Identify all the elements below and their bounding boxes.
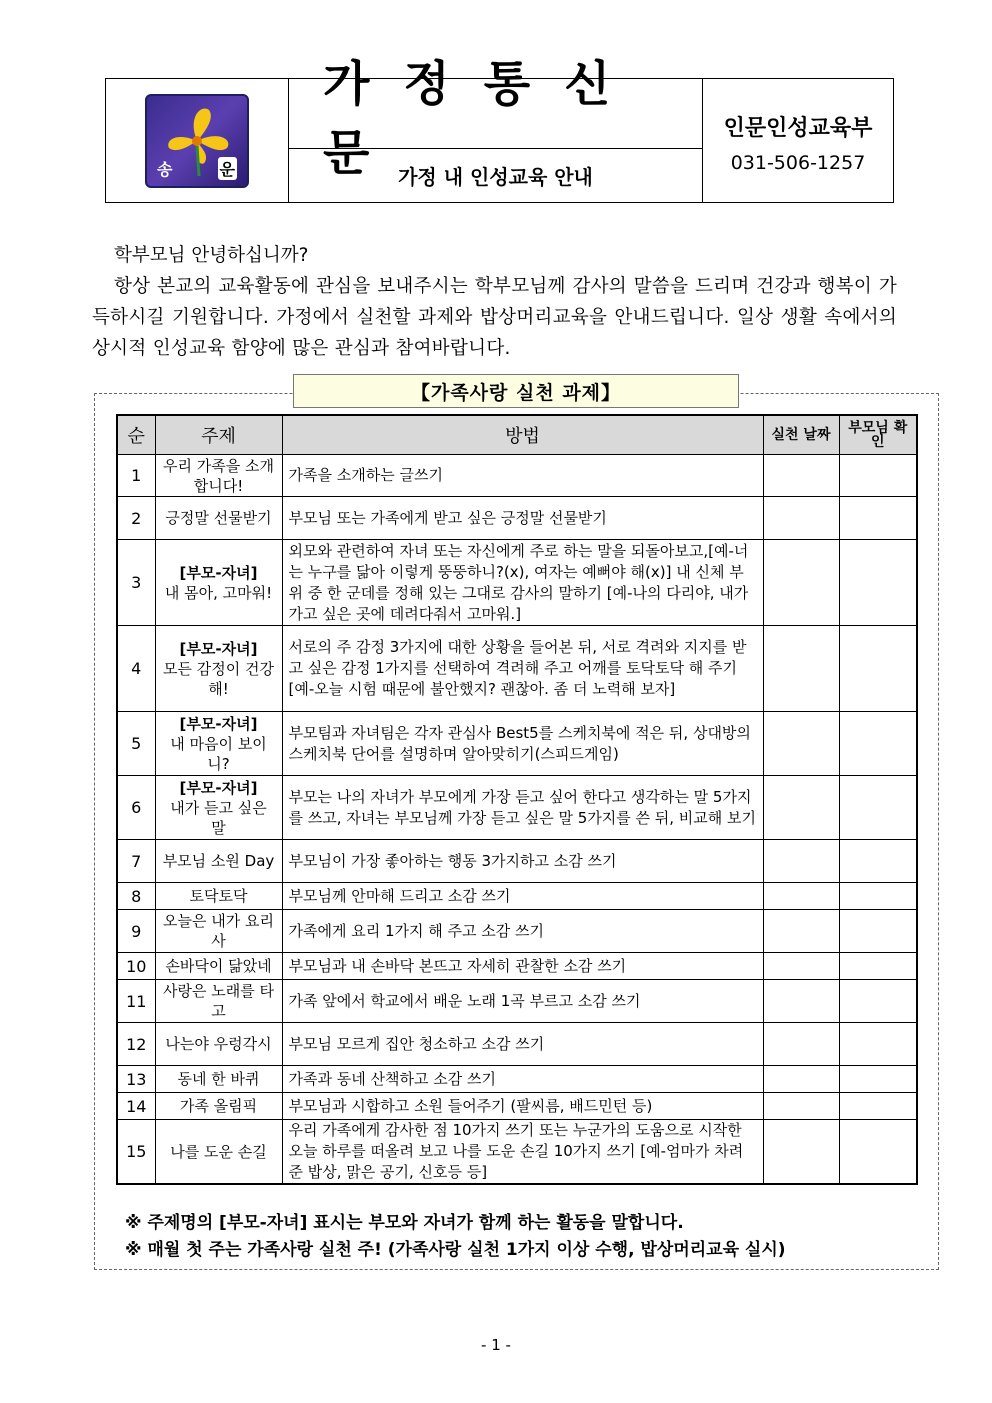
row-num: 9: [117, 910, 155, 953]
row-topic: [155, 1066, 282, 1093]
note-1: ※ 주제명의 [부모-자녀] 표시는 부모와 자녀가 함께 하는 활동을 말합니다.: [125, 1213, 684, 1233]
row-date-cell[interactable]: [763, 1066, 839, 1093]
row-topic-text: 모든 감정이 건강해!: [163, 659, 274, 698]
row-topic-text: 부모님 소원 Day: [162, 852, 275, 870]
row-topic-text: 동네 한 바퀴: [177, 1070, 260, 1088]
row-method: 부모님 모르게 집안 청소하고 소감 쓰기: [282, 1023, 763, 1066]
department-cell: [703, 79, 893, 202]
row-date-cell[interactable]: [763, 980, 839, 1023]
row-date-cell[interactable]: [763, 953, 839, 980]
row-date-cell[interactable]: [763, 712, 839, 776]
table-row: [117, 953, 917, 980]
row-date-cell[interactable]: [763, 1093, 839, 1120]
note-2: ※ 매월 첫 주는 가족사랑 실천 주! (가족사랑 실천 1가지 이상 수행, 밥상머리교육 실시): [125, 1240, 786, 1260]
table-row: [117, 910, 917, 953]
row-confirm-cell[interactable]: [839, 953, 917, 980]
row-date-cell[interactable]: [763, 883, 839, 910]
row-topic: [155, 712, 282, 776]
row-num: 10: [117, 953, 155, 980]
row-confirm-cell[interactable]: [839, 776, 917, 840]
row-topic: [155, 626, 282, 712]
row-method: 부모님이 가장 좋아하는 행동 3가지하고 소감 쓰기: [282, 840, 763, 883]
row-confirm-cell[interactable]: [839, 497, 917, 540]
row-confirm-cell[interactable]: [839, 455, 917, 497]
row-date-cell[interactable]: [763, 540, 839, 626]
header-num: 순: [117, 415, 155, 455]
row-topic: [155, 883, 282, 910]
row-topic: [155, 1093, 282, 1120]
row-method: 우리 가족에게 감사한 점 10가지 쓰기 또는 누군가의 도움으로 시작한 오늘 하루를 떠올려 보고 나를 도운 손길 10가지 쓰기 [예-엄마가 차려준 밥상, 맑은 공기, 신호등 등]: [282, 1120, 763, 1185]
row-topic: [155, 840, 282, 883]
greeting: 학부모님 안녕하십니까?: [114, 245, 309, 266]
row-num: 15: [117, 1120, 155, 1185]
row-num: 8: [117, 883, 155, 910]
row-num: 14: [117, 1093, 155, 1120]
row-method: 부모님께 안마해 드리고 소감 쓰기: [282, 883, 763, 910]
row-confirm-cell[interactable]: [839, 1120, 917, 1185]
newsletter-header: [105, 55, 894, 203]
table-row: [117, 1023, 917, 1066]
table-row: [117, 540, 917, 626]
table-row: [117, 1066, 917, 1093]
row-topic-text: 내가 듣고 싶은 말: [170, 798, 267, 837]
row-confirm-cell[interactable]: [839, 1093, 917, 1120]
row-date-cell[interactable]: [763, 497, 839, 540]
row-tag: [부모-자녀]: [179, 778, 258, 797]
row-topic-text: 내 마음이 보이니?: [170, 734, 267, 773]
row-num: 11: [117, 980, 155, 1023]
row-method: 가족 앞에서 학교에서 배운 노래 1곡 부르고 소감 쓰기: [282, 980, 763, 1023]
logo-cell: [106, 79, 289, 202]
row-topic-text: 사랑은 노래를 타고: [163, 982, 274, 1020]
section-title: 【가족사랑 실천 과제】: [293, 374, 739, 408]
row-topic: [155, 953, 282, 980]
header-date: 실천 날짜: [763, 415, 839, 455]
row-method: 가족에게 요리 1가지 해 주고 소감 쓰기: [282, 910, 763, 953]
row-method: 부모팀과 자녀팀은 각자 관심사 Best5를 스케치북에 적은 뒤, 상대방의 스케치북 단어를 설명하며 알아맞히기(스피드게임): [282, 712, 763, 776]
row-confirm-cell[interactable]: [839, 883, 917, 910]
table-row: [117, 1120, 917, 1185]
row-confirm-cell[interactable]: [839, 1023, 917, 1066]
row-num: 12: [117, 1023, 155, 1066]
row-method: 가족을 소개하는 글쓰기: [282, 455, 763, 497]
row-date-cell[interactable]: [763, 626, 839, 712]
task-table: [116, 414, 918, 1185]
table-row: [117, 840, 917, 883]
row-topic: [155, 776, 282, 840]
row-confirm-cell[interactable]: [839, 540, 917, 626]
table-row: [117, 497, 917, 540]
row-date-cell[interactable]: [763, 776, 839, 840]
logo-text-right: 운: [218, 157, 237, 180]
table-header-row: [117, 415, 917, 455]
row-num: 6: [117, 776, 155, 840]
row-tag: [부모-자녀]: [179, 639, 258, 658]
row-topic: [155, 540, 282, 626]
department-phone: 031-506-1257: [730, 152, 866, 174]
row-topic: [155, 980, 282, 1023]
table-row: [117, 712, 917, 776]
row-num: 5: [117, 712, 155, 776]
table-row: [117, 626, 917, 712]
row-method: 부모님과 시합하고 소원 들어주기 (팔씨름, 배드민턴 등): [282, 1093, 763, 1120]
row-num: 4: [117, 626, 155, 712]
department-name: 인문인성교육부: [723, 116, 873, 141]
row-confirm-cell[interactable]: [839, 910, 917, 953]
row-topic: [155, 910, 282, 953]
row-topic: [155, 455, 282, 497]
row-confirm-cell[interactable]: [839, 626, 917, 712]
row-topic-text: 가족 올림픽: [179, 1097, 258, 1115]
row-num: 2: [117, 497, 155, 540]
row-topic: [155, 497, 282, 540]
row-confirm-cell[interactable]: [839, 980, 917, 1023]
row-confirm-cell[interactable]: [839, 840, 917, 883]
row-topic-text: 손바닥이 닮았네: [165, 957, 272, 975]
row-num: 1: [117, 455, 155, 497]
school-logo: [145, 94, 249, 188]
table-row: [117, 883, 917, 910]
table-row: [117, 980, 917, 1023]
row-topic-text: 오늘은 내가 요리사: [163, 912, 274, 950]
notes: [125, 1210, 786, 1264]
row-date-cell[interactable]: [763, 1023, 839, 1066]
row-topic-text: 긍정말 선물받기: [165, 509, 272, 527]
intro-text: [92, 240, 897, 364]
title-cell: [289, 55, 703, 202]
row-confirm-cell[interactable]: [839, 1066, 917, 1093]
row-tag: [부모-자녀]: [179, 714, 258, 733]
row-method: 서로의 주 감정 3가지에 대한 상황을 들어본 뒤, 서로 격려와 지지를 받고 싶은 감정 1가지를 선택하여 격려해 주고 어깨를 토닥토닥 해 주기 [예-오늘 시험 때문에 불안했지? 괜찮아. 좀 더 노력해 보자]: [282, 626, 763, 712]
row-topic-text: 나를 도운 손길: [170, 1142, 267, 1161]
row-topic: [155, 1023, 282, 1066]
header-confirm: 부모님 확인: [839, 415, 917, 455]
page-subtitle: 가정 내 인성교육 안내: [398, 165, 593, 189]
header-topic: 주제: [155, 415, 282, 455]
task-table-body: [117, 455, 917, 1185]
row-date-cell[interactable]: [763, 910, 839, 953]
row-num: 13: [117, 1066, 155, 1093]
row-num: 7: [117, 840, 155, 883]
table-row: [117, 455, 917, 497]
header-method: 방법: [282, 415, 763, 455]
row-method: 가족과 동네 산책하고 소감 쓰기: [282, 1066, 763, 1093]
page-number: - 1 -: [481, 1336, 511, 1354]
intro-body: 항상 본교의 교육활동에 관심을 보내주시는 학부모님께 감사의 말씀을 드리며 건강과 행복이 가득하시길 기원합니다. 가정에서 실천할 과제와 밥상머리교육을 안내드립니다. 일상 생활 속에서의 상시적 인성교육 함양에 많은 관심과 참여바랍니다.: [92, 276, 897, 359]
table-row: [117, 776, 917, 840]
logo-text-left: 송: [157, 159, 173, 179]
row-method: 부모님과 내 손바닥 본뜨고 자세히 관찰한 소감 쓰기: [282, 953, 763, 980]
row-topic-text: 나는야 우렁각시: [165, 1035, 272, 1053]
row-method: 외모와 관련하여 자녀 또는 자신에게 주로 하는 말을 되돌아보고,[예-너는 누구를 닮아 이렇게 뚱뚱하니?(x), 여자는 예뻐야 해(x)] 내 신체 부위 중 한 군데를 정해 있는 그대로 감사의 말하기 [예-나의 다리야, 내가 가고 싶은 곳에 데려다줘서 고마워.]: [282, 540, 763, 626]
row-tag: [부모-자녀]: [179, 563, 258, 582]
row-topic-text: 내 몸아, 고마워!: [164, 583, 273, 602]
row-num: 3: [117, 540, 155, 626]
row-topic-text: 토닥토닥: [189, 887, 248, 905]
row-date-cell[interactable]: [763, 455, 839, 497]
row-date-cell[interactable]: [763, 840, 839, 883]
row-confirm-cell[interactable]: [839, 712, 917, 776]
page-title: 가정통신문: [289, 79, 702, 149]
row-method: 부모님 또는 가족에게 받고 싶은 긍정말 선물받기: [282, 497, 763, 540]
row-method: 부모는 나의 자녀가 부모에게 가장 듣고 싶어 한다고 생각하는 말 5가지를 쓰고, 자녀는 부모님께 가장 듣고 싶은 말 5가지를 쓴 뒤, 비교해 보기: [282, 776, 763, 840]
row-topic-text: 우리 가족을 소개합니다!: [163, 456, 274, 495]
row-date-cell[interactable]: [763, 1120, 839, 1185]
table-row: [117, 1093, 917, 1120]
row-topic: [155, 1120, 282, 1185]
